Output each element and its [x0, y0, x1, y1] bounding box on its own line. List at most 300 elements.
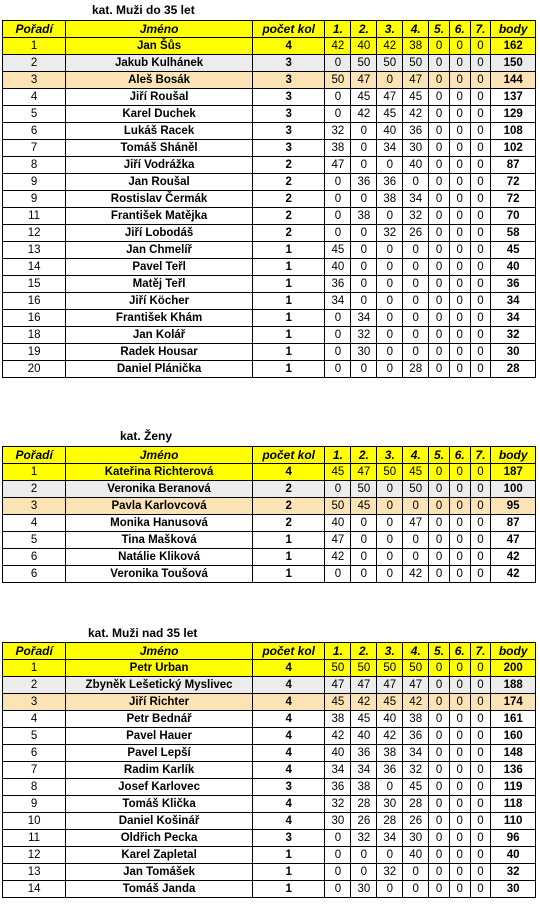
table-row — [3, 881, 536, 898]
r4-cell: 0 — [403, 174, 429, 191]
r1-cell: 50 — [325, 72, 351, 89]
body-cell: 129 — [491, 106, 536, 123]
r5-cell: 0 — [429, 38, 450, 55]
header-r3: 3. — [377, 447, 403, 464]
r4-cell: 40 — [403, 847, 429, 864]
r3-cell: 0 — [377, 157, 403, 174]
table-row — [3, 361, 536, 378]
r5-cell: 0 — [429, 481, 450, 498]
rank-cell: 13 — [3, 242, 66, 259]
r3-cell: 38 — [377, 191, 403, 208]
rank-cell: 14 — [3, 259, 66, 276]
body-cell: 150 — [491, 55, 536, 72]
r4-cell: 0 — [403, 259, 429, 276]
r5-cell: 0 — [429, 242, 450, 259]
body-cell: 32 — [491, 327, 536, 344]
r1-cell: 47 — [325, 532, 351, 549]
header-r4: 4. — [403, 21, 429, 38]
r3-cell: 50 — [377, 55, 403, 72]
table-row — [3, 140, 536, 157]
r2-cell: 32 — [351, 327, 377, 344]
r3-cell: 0 — [377, 515, 403, 532]
r7-cell: 0 — [470, 847, 491, 864]
kol-cell: 4 — [252, 796, 325, 813]
r3-cell: 40 — [377, 711, 403, 728]
r5-cell: 0 — [429, 259, 450, 276]
header-r1: 1. — [325, 21, 351, 38]
r4-cell: 42 — [403, 106, 429, 123]
body-cell: 40 — [491, 847, 536, 864]
r5-cell: 0 — [429, 174, 450, 191]
r3-cell: 45 — [377, 106, 403, 123]
r5-cell: 0 — [429, 677, 450, 694]
r4-cell: 30 — [403, 830, 429, 847]
table-row — [3, 276, 536, 293]
r1-cell: 0 — [325, 310, 351, 327]
r5-cell: 0 — [429, 762, 450, 779]
r7-cell: 0 — [470, 225, 491, 242]
header-rank: Pořadí — [3, 447, 66, 464]
header-r3: 3. — [377, 643, 403, 660]
body-cell: 96 — [491, 830, 536, 847]
rank-cell: 18 — [3, 327, 66, 344]
r6-cell: 0 — [449, 830, 470, 847]
r6-cell: 0 — [449, 515, 470, 532]
r4-cell: 36 — [403, 123, 429, 140]
r7-cell: 0 — [470, 259, 491, 276]
r3-cell: 32 — [377, 225, 403, 242]
r1-cell: 45 — [325, 464, 351, 481]
kol-cell: 1 — [252, 259, 325, 276]
r4-cell: 28 — [403, 361, 429, 378]
r1-cell: 0 — [325, 830, 351, 847]
r5-cell: 0 — [429, 745, 450, 762]
r1-cell: 0 — [325, 864, 351, 881]
r5-cell: 0 — [429, 532, 450, 549]
r2-cell: 0 — [351, 549, 377, 566]
kol-cell: 4 — [252, 660, 325, 677]
header-r5: 5. — [429, 21, 450, 38]
r3-cell: 0 — [377, 566, 403, 583]
rank-cell: 7 — [3, 140, 66, 157]
r1-cell: 36 — [325, 276, 351, 293]
body-cell: 45 — [491, 242, 536, 259]
r7-cell: 0 — [470, 72, 491, 89]
body-cell: 42 — [491, 549, 536, 566]
r3-cell: 0 — [377, 293, 403, 310]
name-cell: Jiří Lobodáš — [66, 225, 253, 242]
r2-cell: 26 — [351, 813, 377, 830]
rank-cell: 16 — [3, 310, 66, 327]
r6-cell: 0 — [449, 660, 470, 677]
header-kol: počet kol — [252, 643, 325, 660]
name-cell: Daniel Košinář — [66, 813, 253, 830]
r5-cell: 0 — [429, 225, 450, 242]
r2-cell: 0 — [351, 123, 377, 140]
table-row — [3, 515, 536, 532]
r7-cell: 0 — [470, 498, 491, 515]
r6-cell: 0 — [449, 259, 470, 276]
body-cell: 118 — [491, 796, 536, 813]
name-cell: Jakub Kulhánek — [66, 55, 253, 72]
table-row — [3, 532, 536, 549]
rank-cell: 9 — [3, 796, 66, 813]
results-table — [2, 20, 536, 378]
r4-cell: 50 — [403, 481, 429, 498]
rank-cell: 5 — [3, 532, 66, 549]
table-row — [3, 242, 536, 259]
r1-cell: 34 — [325, 293, 351, 310]
rank-cell: 12 — [3, 225, 66, 242]
r6-cell: 0 — [449, 779, 470, 796]
r1-cell: 0 — [325, 106, 351, 123]
r2-cell: 45 — [351, 498, 377, 515]
name-cell: Jan Chmelíř — [66, 242, 253, 259]
r5-cell: 0 — [429, 813, 450, 830]
name-cell: Aleš Bosák — [66, 72, 253, 89]
r5-cell: 0 — [429, 208, 450, 225]
r1-cell: 47 — [325, 677, 351, 694]
r7-cell: 0 — [470, 157, 491, 174]
rank-cell: 4 — [3, 711, 66, 728]
body-cell: 34 — [491, 293, 536, 310]
category-title: kat. Muži nad 35 let — [88, 626, 198, 640]
header-r5: 5. — [429, 447, 450, 464]
r4-cell: 26 — [403, 225, 429, 242]
r5-cell: 0 — [429, 327, 450, 344]
kol-cell: 3 — [252, 779, 325, 796]
header-r6: 6. — [449, 447, 470, 464]
r6-cell: 0 — [449, 191, 470, 208]
rank-cell: 1 — [3, 38, 66, 55]
body-cell: 47 — [491, 532, 536, 549]
r7-cell: 0 — [470, 813, 491, 830]
r1-cell: 0 — [325, 881, 351, 898]
header-r7: 7. — [470, 447, 491, 464]
r5-cell: 0 — [429, 89, 450, 106]
rank-cell: 3 — [3, 498, 66, 515]
r3-cell: 0 — [377, 344, 403, 361]
header-r7: 7. — [470, 643, 491, 660]
r6-cell: 0 — [449, 677, 470, 694]
rank-cell: 9 — [3, 174, 66, 191]
r4-cell: 38 — [403, 38, 429, 55]
kol-cell: 2 — [252, 174, 325, 191]
r3-cell: 45 — [377, 694, 403, 711]
header-r2: 2. — [351, 643, 377, 660]
name-cell: Tomáš Sháněl — [66, 140, 253, 157]
table-row — [3, 106, 536, 123]
r2-cell: 0 — [351, 361, 377, 378]
kol-cell: 3 — [252, 140, 325, 157]
header-r4: 4. — [403, 643, 429, 660]
kol-cell: 3 — [252, 106, 325, 123]
r3-cell: 0 — [377, 72, 403, 89]
body-cell: 108 — [491, 123, 536, 140]
kol-cell: 3 — [252, 89, 325, 106]
r6-cell: 0 — [449, 38, 470, 55]
header-name: Jméno — [66, 447, 253, 464]
r6-cell: 0 — [449, 242, 470, 259]
r2-cell: 47 — [351, 72, 377, 89]
body-cell: 119 — [491, 779, 536, 796]
table-row — [3, 208, 536, 225]
body-cell: 136 — [491, 762, 536, 779]
r3-cell: 0 — [377, 498, 403, 515]
r2-cell: 34 — [351, 310, 377, 327]
r1-cell: 50 — [325, 660, 351, 677]
r6-cell: 0 — [449, 327, 470, 344]
name-cell: Karel Duchek — [66, 106, 253, 123]
r1-cell: 42 — [325, 728, 351, 745]
name-cell: Jiří Richter — [66, 694, 253, 711]
kol-cell: 2 — [252, 157, 325, 174]
r6-cell: 0 — [449, 140, 470, 157]
kol-cell: 2 — [252, 208, 325, 225]
r2-cell: 30 — [351, 881, 377, 898]
rank-cell: 7 — [3, 762, 66, 779]
rank-cell: 20 — [3, 361, 66, 378]
kol-cell: 4 — [252, 813, 325, 830]
r4-cell: 0 — [403, 498, 429, 515]
name-cell: Jan Roušal — [66, 174, 253, 191]
kol-cell: 4 — [252, 762, 325, 779]
body-cell: 188 — [491, 677, 536, 694]
r6-cell: 0 — [449, 310, 470, 327]
body-cell: 148 — [491, 745, 536, 762]
r7-cell: 0 — [470, 728, 491, 745]
body-cell: 162 — [491, 38, 536, 55]
r2-cell: 0 — [351, 276, 377, 293]
r4-cell: 45 — [403, 464, 429, 481]
kol-cell: 1 — [252, 242, 325, 259]
r3-cell: 0 — [377, 327, 403, 344]
r2-cell: 40 — [351, 728, 377, 745]
header-body: body — [491, 447, 536, 464]
name-cell: Radim Karlík — [66, 762, 253, 779]
header-name: Jméno — [66, 21, 253, 38]
table-row — [3, 89, 536, 106]
table-row — [3, 549, 536, 566]
r2-cell: 0 — [351, 515, 377, 532]
r4-cell: 36 — [403, 728, 429, 745]
rank-cell: 3 — [3, 72, 66, 89]
r5-cell: 0 — [429, 515, 450, 532]
kol-cell: 1 — [252, 344, 325, 361]
body-cell: 87 — [491, 515, 536, 532]
body-cell: 58 — [491, 225, 536, 242]
header-row — [3, 21, 536, 38]
body-cell: 95 — [491, 498, 536, 515]
body-cell: 174 — [491, 694, 536, 711]
category-title: kat. Muži do 35 let — [92, 3, 195, 17]
r2-cell: 50 — [351, 481, 377, 498]
r1-cell: 40 — [325, 259, 351, 276]
name-cell: Veronika Toušová — [66, 566, 253, 583]
r7-cell: 0 — [470, 327, 491, 344]
r6-cell: 0 — [449, 864, 470, 881]
rank-cell: 8 — [3, 157, 66, 174]
r2-cell: 50 — [351, 660, 377, 677]
r7-cell: 0 — [470, 515, 491, 532]
table-row — [3, 327, 536, 344]
rank-cell: 11 — [3, 208, 66, 225]
r2-cell: 38 — [351, 779, 377, 796]
kol-cell: 1 — [252, 361, 325, 378]
r2-cell: 34 — [351, 762, 377, 779]
r7-cell: 0 — [470, 549, 491, 566]
header-r6: 6. — [449, 21, 470, 38]
r1-cell: 0 — [325, 89, 351, 106]
name-cell: Kateřina Richterová — [66, 464, 253, 481]
table-row — [3, 711, 536, 728]
r2-cell: 0 — [351, 242, 377, 259]
r6-cell: 0 — [449, 745, 470, 762]
name-cell: Pavel Lepší — [66, 745, 253, 762]
kol-cell: 1 — [252, 310, 325, 327]
table-row — [3, 498, 536, 515]
r2-cell: 0 — [351, 566, 377, 583]
r4-cell: 0 — [403, 864, 429, 881]
kol-cell: 2 — [252, 225, 325, 242]
r3-cell: 36 — [377, 762, 403, 779]
r5-cell: 0 — [429, 728, 450, 745]
r5-cell: 0 — [429, 694, 450, 711]
r4-cell: 45 — [403, 89, 429, 106]
header-body: body — [491, 643, 536, 660]
r2-cell: 32 — [351, 830, 377, 847]
r3-cell: 32 — [377, 864, 403, 881]
rank-cell: 9 — [3, 191, 66, 208]
name-cell: Jiří Roušal — [66, 89, 253, 106]
r6-cell: 0 — [449, 847, 470, 864]
name-cell: Matěj Teřl — [66, 276, 253, 293]
header-row — [3, 447, 536, 464]
r5-cell: 0 — [429, 191, 450, 208]
r5-cell: 0 — [429, 140, 450, 157]
r2-cell: 0 — [351, 864, 377, 881]
r5-cell: 0 — [429, 106, 450, 123]
header-r2: 2. — [351, 21, 377, 38]
r7-cell: 0 — [470, 660, 491, 677]
table-row — [3, 464, 536, 481]
r4-cell: 42 — [403, 566, 429, 583]
r3-cell: 0 — [377, 242, 403, 259]
r4-cell: 0 — [403, 242, 429, 259]
r7-cell: 0 — [470, 677, 491, 694]
rank-cell: 2 — [3, 677, 66, 694]
r1-cell: 32 — [325, 123, 351, 140]
table-row — [3, 157, 536, 174]
name-cell: Petr Bednář — [66, 711, 253, 728]
name-cell: Pavel Teřl — [66, 259, 253, 276]
r5-cell: 0 — [429, 779, 450, 796]
name-cell: Lukáš Racek — [66, 123, 253, 140]
kol-cell: 1 — [252, 532, 325, 549]
table-row — [3, 72, 536, 89]
r5-cell: 0 — [429, 276, 450, 293]
r3-cell: 38 — [377, 745, 403, 762]
r3-cell: 50 — [377, 660, 403, 677]
r2-cell: 0 — [351, 259, 377, 276]
r6-cell: 0 — [449, 881, 470, 898]
r2-cell: 42 — [351, 106, 377, 123]
r2-cell: 0 — [351, 191, 377, 208]
kol-cell: 1 — [252, 881, 325, 898]
body-cell: 100 — [491, 481, 536, 498]
results-table — [2, 446, 536, 583]
r2-cell: 42 — [351, 694, 377, 711]
body-cell: 70 — [491, 208, 536, 225]
r2-cell: 45 — [351, 711, 377, 728]
r2-cell: 0 — [351, 140, 377, 157]
body-cell: 160 — [491, 728, 536, 745]
r2-cell: 0 — [351, 293, 377, 310]
r6-cell: 0 — [449, 123, 470, 140]
rank-cell: 19 — [3, 344, 66, 361]
r5-cell: 0 — [429, 881, 450, 898]
header-r2: 2. — [351, 447, 377, 464]
r7-cell: 0 — [470, 830, 491, 847]
r2-cell: 36 — [351, 174, 377, 191]
r3-cell: 36 — [377, 174, 403, 191]
r1-cell: 45 — [325, 694, 351, 711]
r1-cell: 0 — [325, 191, 351, 208]
r2-cell: 47 — [351, 677, 377, 694]
r4-cell: 0 — [403, 532, 429, 549]
header-r4: 4. — [403, 447, 429, 464]
r7-cell: 0 — [470, 293, 491, 310]
r4-cell: 0 — [403, 549, 429, 566]
r3-cell: 0 — [377, 208, 403, 225]
body-cell: 200 — [491, 660, 536, 677]
kol-cell: 4 — [252, 38, 325, 55]
kol-cell: 1 — [252, 847, 325, 864]
r3-cell: 42 — [377, 728, 403, 745]
r4-cell: 50 — [403, 660, 429, 677]
r4-cell: 32 — [403, 208, 429, 225]
name-cell: Rostislav Čermák — [66, 191, 253, 208]
name-cell: Daniel Plánička — [66, 361, 253, 378]
r5-cell: 0 — [429, 549, 450, 566]
header-kol: počet kol — [252, 21, 325, 38]
body-cell: 30 — [491, 344, 536, 361]
header-row — [3, 643, 536, 660]
r6-cell: 0 — [449, 89, 470, 106]
r1-cell: 0 — [325, 566, 351, 583]
name-cell: Monika Hanusová — [66, 515, 253, 532]
r6-cell: 0 — [449, 728, 470, 745]
table-row — [3, 813, 536, 830]
r7-cell: 0 — [470, 762, 491, 779]
r3-cell: 0 — [377, 481, 403, 498]
r3-cell: 47 — [377, 89, 403, 106]
r3-cell: 0 — [377, 276, 403, 293]
name-cell: Veronika Beranová — [66, 481, 253, 498]
r5-cell: 0 — [429, 660, 450, 677]
rank-cell: 14 — [3, 881, 66, 898]
r4-cell: 30 — [403, 140, 429, 157]
r1-cell: 34 — [325, 762, 351, 779]
rank-cell: 6 — [3, 566, 66, 583]
r3-cell: 0 — [377, 779, 403, 796]
r5-cell: 0 — [429, 361, 450, 378]
r1-cell: 38 — [325, 711, 351, 728]
r7-cell: 0 — [470, 174, 491, 191]
kol-cell: 3 — [252, 123, 325, 140]
r6-cell: 0 — [449, 157, 470, 174]
name-cell: Oldřich Pecka — [66, 830, 253, 847]
